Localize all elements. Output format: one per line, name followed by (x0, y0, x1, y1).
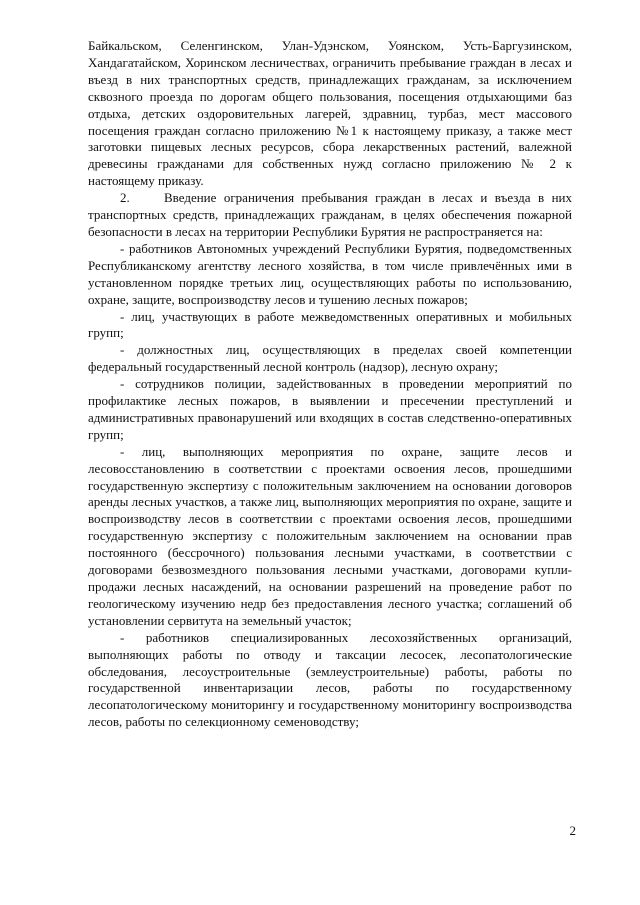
paragraph-intro: Байкальском, Селенгинском, Улан-Удэнском, Уоянском, Усть-Баргузинском, Хандагатайском, Хоринском лесничествах, ограничить пребывание граждан в лесах и въезд в них транспортных средств, принадлежащих гражданам, за исключением сквозного проезда по дорогам общего пользования, посещения отдыхающими баз отдыха, детских оздоровительных лагерей, здравниц, турбаз, мест массового посещения граждан согласно приложению №1 к настоящему приказу, а также мест заготовки пищевых лесных ресурсов, сбора лекарственных растений, валежной древесины гражданами для собственных нужд согласно приложению № 2 к настоящему приказу. (88, 38, 572, 189)
page-number: 2 (569, 823, 576, 838)
list-item-forest-protection-contractors: - лиц, выполняющих мероприятия по охране, защите лесов и лесовосстановлению в соответствии с проектами освоения лесов, прошедшими государственную экспертизу с положительным заключением на основании договоров аренды лесных участков, а также лиц, выполняющих мероприятия по охране, защите и воспроизводству лесов в соответствии с проектами освоения лесов, прошедшими государственную экспертизу с положительным заключением на основании прав постоянного (бессрочного) пользования лесными участками, в соответствии с договорами безвозмездного пользования лесными участками, договорами купли-продажи лесных насаждений, на основании разрешений на проведение работ по геологическому изучению недр без предоставления лесного участка; соглашений об установлении сервитута на земельный участок; (88, 443, 572, 628)
list-item-operational-groups: - лиц, участвующих в работе межведомственных оперативных и мобильных групп; (88, 308, 572, 341)
item-number: 2. (120, 190, 130, 206)
list-item-police-officers: - сотрудников полиции, задействованных в проведении мероприятий по профилактике лесных пожаров, в выявлении и пресечении преступлений и административных правонарушений или входящих в состав следственно-оперативных групп; (88, 376, 572, 442)
list-item-forest-control-officials: - должностных лиц, осуществляющих в пределах своей компетенции федеральный государственный лесной контроль (надзор), лесную охрану; (88, 342, 572, 375)
list-item-forestry-organization-staff: - работников специализированных лесохозяйственных организаций, выполняющих работы по отводу и таксации лесосек, лесопатологические обследования, лесоустроительные (землеустроительные) работы, работы по государственной инвентаризации лесов, работы по государственному лесопатологическому мониторингу и государственному мониторингу воспроизводства лесов, работы по селекционному семеноводству; (88, 629, 572, 730)
paragraph-item-2 (88, 190, 572, 241)
list-item-staff-autonomous-institutions: - работников Автономных учреждений Республики Бурятия, подведомственных Республиканскому агентству лесного хозяйства, в том числе привлечённых ими в установленном порядке третьих лиц, осуществляющих работы по использованию, охране, защите, воспроизводству лесов и тушению лесных пожаров; (88, 240, 572, 307)
item-2-text: Введение ограничения пребывания граждан в лесах и въезда в них транспортных средств, принадлежащих гражданам, в целях обеспечения пожарной безопасности в лесах на территории Республики Бурятия не распространяется на: (88, 190, 572, 239)
document-body (88, 38, 572, 731)
